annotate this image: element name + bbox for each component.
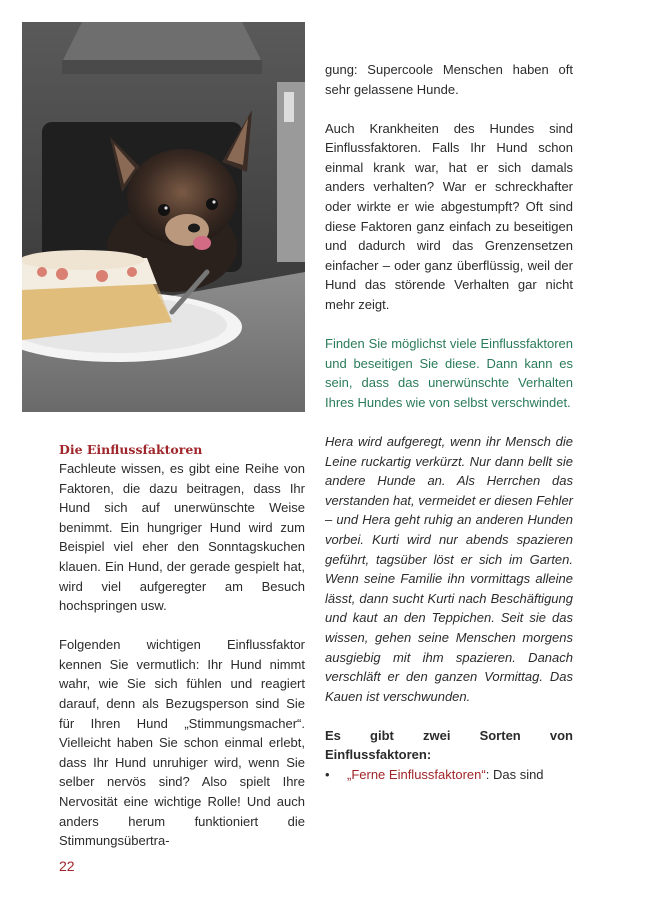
body-paragraph: Auch Krankheiten des Hundes sind Einflussfaktoren. Falls Ihr Hund schon einmal krank war, hat er sich damals anders verhalten? War er schreckhafter oder wirkte er wie abgestumpft? Oft sind diese Faktoren ganz einfach zu beseitigen und dadurch wird das Grenzensetzen einfacher – oder ganz überflüssig, weil der Hund das störende Verhalten gar nicht mehr zeigt. — [325, 120, 573, 313]
dog-cake-illustration — [22, 22, 305, 412]
page-number: 22 — [59, 858, 75, 874]
list-item — [325, 765, 573, 785]
example-paragraph: Hera wird aufgeregt, wenn ihr Mensch die Leine ruckartig verkürzt. Nur dann bellt sie andere Hunde an. Als Herrchen das verstanden hat, vermeidet er diesen Fehler – und Hera geht ruhig an anderen Hunden vorbei. Kurti wird nur abends spazieren geführt, tagsüber löst er sich im Garten. Wenn seine Familie ihn vormittags alleine lässt, dann sucht Kurti nach Beschäftigung und kaut an den Teppichen. Seit sie das wissen, gehen seine Menschen morgens ausgiebig mit ihm spazieren. Danach verschläft er den ganzen Vormittag. Das Kauen ist verschwunden. — [325, 434, 573, 704]
subheading: Es gibt zwei Sorten von Einflussfaktoren: — [325, 727, 573, 763]
section-heading: Die Einflussfaktoren — [59, 442, 203, 457]
tip-box: Finden Sie möglichst viele Einflussfaktoren und beseitigen Sie diese. Dann kann es sein, dass das unerwünschte Verhalten Ihres Hundes wie von selbst verschwindet. — [325, 336, 573, 410]
list-item-term: „Ferne Einflussfaktoren“ — [347, 767, 486, 782]
left-column — [59, 440, 305, 870]
dog-cake-photo — [22, 22, 305, 412]
list-item-text — [347, 765, 544, 785]
list-item-rest: : Das sind — [485, 767, 544, 782]
right-column — [325, 60, 573, 785]
bullet-icon: • — [325, 767, 330, 782]
body-paragraph: Folgenden wichtigen Einflussfaktor kennen Sie vermutlich: Ihr Hund nimmt wahr, wie Sie sich fühlen und reagiert darauf, denn als Bezugsperson sind Sie für Ihren Hund „Stimmungsmacher“. Vielleicht haben Sie schon einmal erlebt, dass Ihr Hund unruhiger wird, wenn Sie selber nervös sind? Also spielt Ihre Nervosität eine wichtige Rolle! Und auch anders herum funktioniert die Stimmungsübertra- — [59, 637, 305, 849]
body-paragraph: gung: Supercoole Menschen haben oft sehr gelassene Hunde. — [325, 62, 573, 97]
body-paragraph: Fachleute wissen, es gibt eine Reihe von Faktoren, die dazu beitragen, dass Ihr Hund sich auf unerwünschte Weise benimmt. Ein hungriger Hund wird zum Beispiel viel eher den Sonntagskuchen klauen. Ein Hund, der gerade gespielt hat, wird viel aufgeregter am Besuch hochspringen usw. — [59, 461, 305, 614]
